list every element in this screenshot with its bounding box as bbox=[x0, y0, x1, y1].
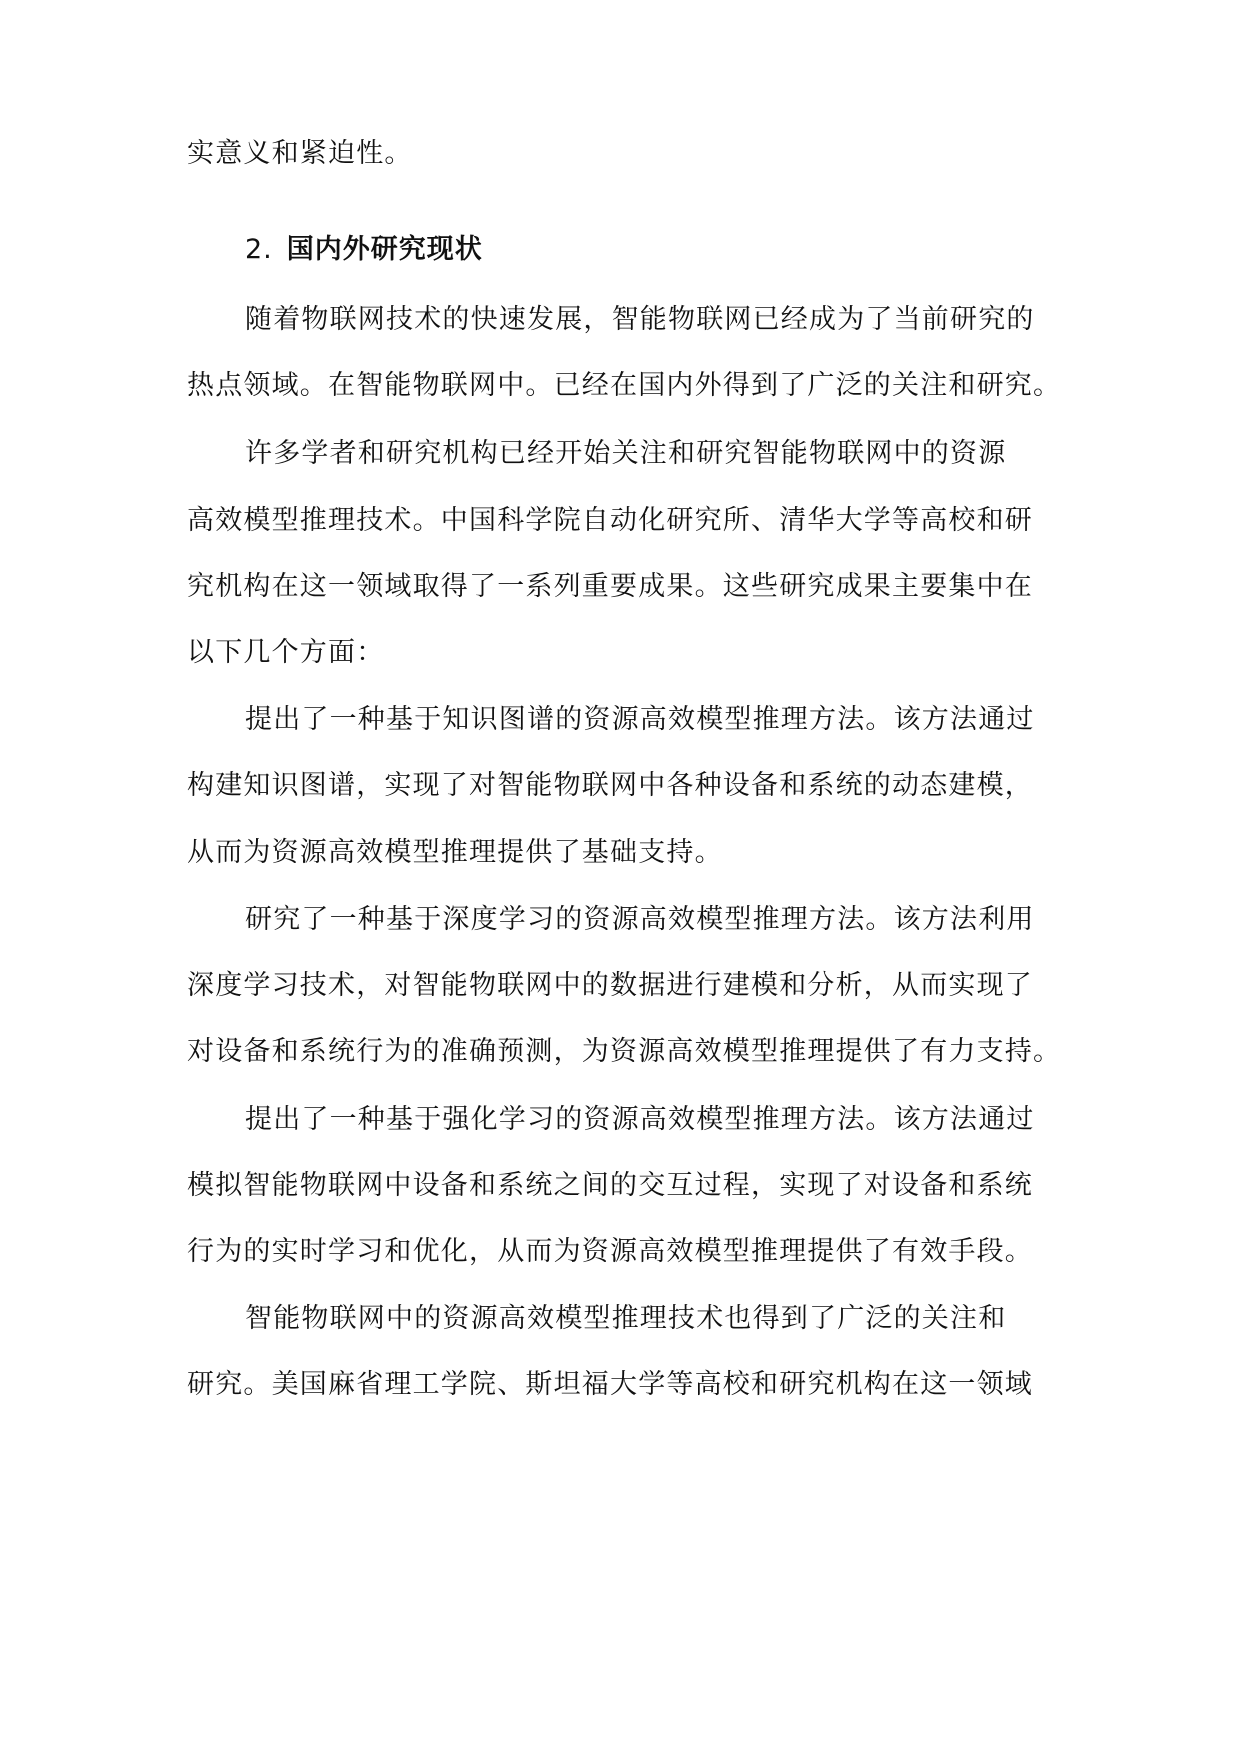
paragraph-line: 随着物联网技术的快速发展，智能物联网已经成为了当前研究的 bbox=[245, 304, 1035, 335]
paragraph-line: 高效模型推理技术。中国科学院自动化研究所、清华大学等高校和研 bbox=[187, 505, 1033, 536]
paragraph-line: 以下几个方面： bbox=[187, 637, 385, 668]
paragraph-line: 构建知识图谱，实现了对智能物联网中各种设备和系统的动态建模， bbox=[187, 770, 1033, 801]
paragraph-line: 提出了一种基于强化学习的资源高效模型推理方法。该方法通过 bbox=[245, 1104, 1035, 1135]
paragraph-line: 提出了一种基于知识图谱的资源高效模型推理方法。该方法通过 bbox=[245, 704, 1035, 735]
paragraph-line: 究机构在这一领域取得了一系列重要成果。这些研究成果主要集中在 bbox=[187, 571, 1033, 602]
paragraph-line: 热点领域。在智能物联网中。已经在国内外得到了广泛的关注和研究。 bbox=[187, 370, 1062, 401]
paragraph-line: 对设备和系统行为的准确预测，为资源高效模型推理提供了有力支持。 bbox=[187, 1036, 1062, 1067]
paragraph-line: 研究了一种基于深度学习的资源高效模型推理方法。该方法利用 bbox=[245, 904, 1035, 935]
paragraph-line: 智能物联网中的资源高效模型推理技术也得到了广泛的关注和 bbox=[245, 1303, 1007, 1334]
section-title: 国内外研究现状 bbox=[286, 234, 483, 265]
paragraph-line: 行为的实时学习和优化，从而为资源高效模型推理提供了有效手段。 bbox=[187, 1236, 1033, 1267]
paragraph-line: 深度学习技术，对智能物联网中的数据进行建模和分析，从而实现了 bbox=[187, 970, 1033, 1001]
section-heading bbox=[245, 232, 483, 268]
continuation-line: 实意义和紧迫性。 bbox=[187, 138, 413, 169]
paragraph-line: 从而为资源高效模型推理提供了基础支持。 bbox=[187, 837, 723, 868]
paragraph-line: 模拟智能物联网中设备和系统之间的交互过程，实现了对设备和系统 bbox=[187, 1170, 1033, 1201]
paragraph-line: 研究。美国麻省理工学院、斯坦福大学等高校和研究机构在这一领域 bbox=[187, 1369, 1033, 1400]
section-number: 2. bbox=[245, 234, 273, 265]
paragraph-line: 许多学者和研究机构已经开始关注和研究智能物联网中的资源 bbox=[245, 438, 1007, 469]
